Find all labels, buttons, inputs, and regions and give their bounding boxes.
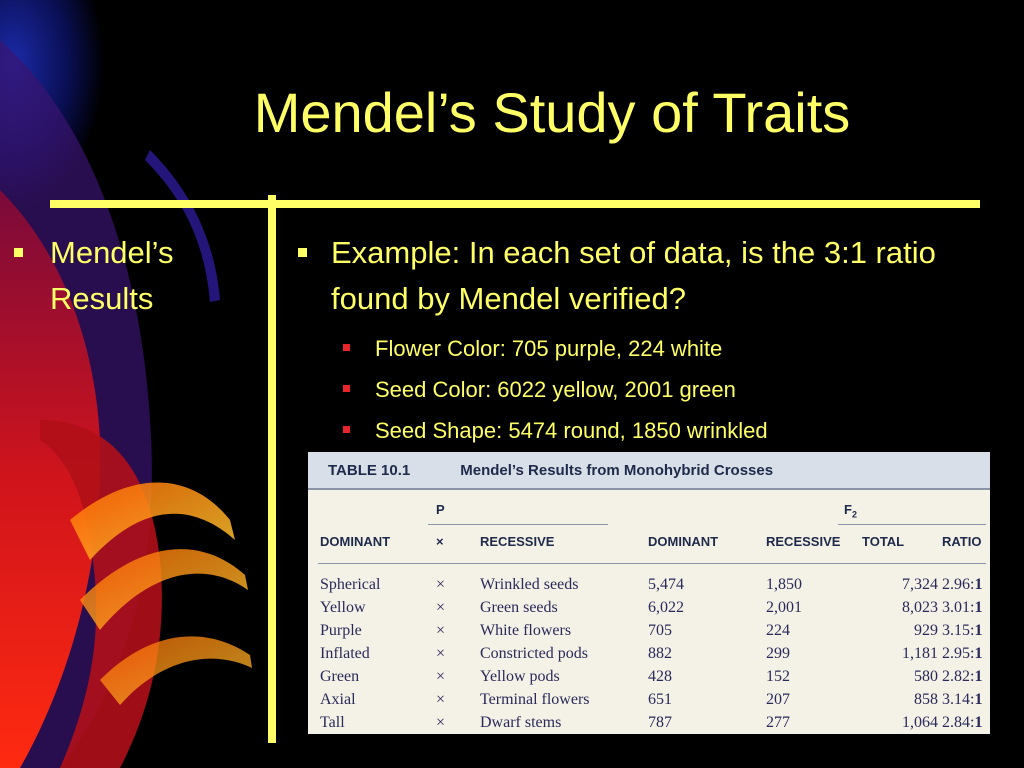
- total-count-cell: 8,023: [902, 598, 938, 616]
- table-number: TABLE 10.1: [328, 461, 411, 479]
- bullet-item: [14, 230, 254, 322]
- column-header: DOMINANT: [318, 530, 434, 564]
- recessive-trait-cell: Constricted pods: [480, 644, 588, 662]
- dominant-trait-cell: Axial: [320, 690, 356, 708]
- column-header: RATIO: [940, 530, 986, 564]
- total-count-cell: 580: [914, 667, 938, 685]
- ratio-unit: 1: [974, 644, 983, 662]
- ratio-unit: 1: [974, 667, 983, 685]
- dominant-count-cell: 882: [648, 644, 672, 662]
- ratio-cell: [940, 642, 986, 665]
- horizontal-divider: [50, 200, 980, 208]
- column-header: DOMINANT: [646, 530, 764, 564]
- dominant-trait-cell: Yellow: [320, 598, 366, 616]
- table-caption: Mendel’s Results from Monohybrid Crosses: [460, 461, 774, 479]
- ratio-unit: 1: [974, 621, 983, 639]
- cross-symbol-cell: ×: [436, 713, 446, 731]
- dominant-count-cell: 6,022: [648, 598, 684, 616]
- dominant-count-cell: 5,474: [648, 575, 684, 593]
- square-bullet-icon: [343, 426, 350, 433]
- recessive-trait-cell: Yellow pods: [480, 667, 560, 685]
- total-count-cell: 858: [914, 690, 938, 708]
- table-row: [318, 642, 986, 665]
- sub-bullet-item: [343, 369, 995, 410]
- right-column: [295, 230, 995, 451]
- sub-bullet-list: [295, 328, 995, 451]
- table-row: [318, 564, 986, 597]
- ratio-unit: 1: [974, 713, 983, 731]
- column-header: TOTAL: [860, 530, 940, 564]
- dominant-trait-cell: Spherical: [320, 575, 381, 593]
- results-table-image: [308, 452, 990, 734]
- ratio-value: 3.01:: [942, 598, 975, 616]
- square-bullet-icon: [14, 248, 23, 257]
- square-bullet-icon: [298, 248, 307, 257]
- dominant-count-cell: 651: [648, 690, 672, 708]
- total-count-cell: 1,064: [902, 713, 938, 731]
- recessive-trait-cell: Dwarf stems: [480, 713, 562, 731]
- ratio-unit: 1: [974, 575, 983, 593]
- recessive-count-cell: 299: [766, 644, 790, 662]
- group-underline: [428, 524, 608, 525]
- column-header: RECESSIVE: [478, 530, 646, 564]
- recessive-count-cell: 152: [766, 667, 790, 685]
- recessive-count-cell: 2,001: [766, 598, 802, 616]
- total-count-cell: 7,324: [902, 575, 938, 593]
- group-label-f2: $F_2$: [844, 502, 857, 520]
- square-bullet-icon: [343, 385, 350, 392]
- ratio-value: 2.84:: [942, 713, 975, 731]
- dominant-count-cell: 705: [648, 621, 672, 639]
- table-row: [318, 596, 986, 619]
- ratio-unit: 1: [974, 690, 983, 708]
- recessive-trait-cell: Wrinkled seeds: [480, 575, 579, 593]
- column-header: ×: [434, 530, 478, 564]
- cross-symbol-cell: ×: [436, 644, 446, 662]
- recessive-trait-cell: White flowers: [480, 621, 572, 639]
- slide-title: Mendel’s Study of Traits: [253, 81, 851, 144]
- recessive-count-cell: 277: [766, 713, 790, 731]
- table-row: [318, 688, 986, 711]
- dominant-count-cell: 428: [648, 667, 672, 685]
- table-header-row: [318, 530, 986, 564]
- ratio-cell: [940, 711, 986, 734]
- recessive-count-cell: 207: [766, 690, 790, 708]
- sub-bullet-text: Seed Shape: 5474 round, 1850 wrinkled: [375, 418, 768, 443]
- total-count-cell: 1,181: [902, 644, 938, 662]
- square-bullet-icon: [343, 344, 350, 351]
- ratio-value: 2.82:: [942, 667, 975, 685]
- recessive-count-cell: 224: [766, 621, 790, 639]
- ratio-value: 2.95:: [942, 644, 975, 662]
- dominant-trait-cell: Purple: [320, 621, 362, 639]
- sub-bullet-text: Flower Color: 705 purple, 224 white: [375, 336, 723, 361]
- vertical-divider: [268, 195, 276, 743]
- sub-bullet-item: [343, 410, 995, 451]
- dominant-count-cell: 787: [648, 713, 672, 731]
- cross-symbol-cell: ×: [436, 667, 446, 685]
- ratio-unit: 1: [974, 598, 983, 616]
- group-underline: [838, 524, 986, 525]
- sub-bullet-item: [343, 328, 995, 369]
- dominant-trait-cell: Inflated: [320, 644, 370, 662]
- cross-symbol-cell: ×: [436, 575, 446, 593]
- ratio-value: 3.14:: [942, 690, 975, 708]
- recessive-count-cell: 1,850: [766, 575, 802, 593]
- table-row: [318, 665, 986, 688]
- recessive-trait-cell: Terminal flowers: [480, 690, 590, 708]
- cross-symbol-cell: ×: [436, 598, 446, 616]
- recessive-trait-cell: Green seeds: [480, 598, 558, 616]
- table-caption-bar: [308, 452, 990, 490]
- ratio-cell: [940, 596, 986, 619]
- left-column: [14, 230, 254, 322]
- cross-symbol-cell: ×: [436, 690, 446, 708]
- table-row: [318, 619, 986, 642]
- ratio-cell: [940, 688, 986, 711]
- table-row: [318, 711, 986, 734]
- sub-bullet-text: Seed Color: 6022 yellow, 2001 green: [375, 377, 736, 402]
- column-header: RECESSIVE: [764, 530, 860, 564]
- ratio-value: 3.15:: [942, 621, 975, 639]
- cross-symbol-cell: ×: [436, 621, 446, 639]
- left-bullet-text: Mendel’s Results: [50, 235, 174, 316]
- total-count-cell: 929: [914, 621, 938, 639]
- ratio-cell: [940, 665, 986, 688]
- ratio-value: 2.96:: [942, 575, 975, 593]
- bullet-item: [295, 230, 995, 322]
- ratio-cell: [940, 564, 986, 597]
- dominant-trait-cell: Tall: [320, 713, 345, 731]
- dominant-trait-cell: Green: [320, 667, 360, 685]
- group-label-p: P: [436, 502, 445, 517]
- ratio-cell: [940, 619, 986, 642]
- results-table: [318, 530, 986, 734]
- right-bullet-text: Example: In each set of data, is the 3:1 ratio found by Mendel verified?: [331, 235, 936, 316]
